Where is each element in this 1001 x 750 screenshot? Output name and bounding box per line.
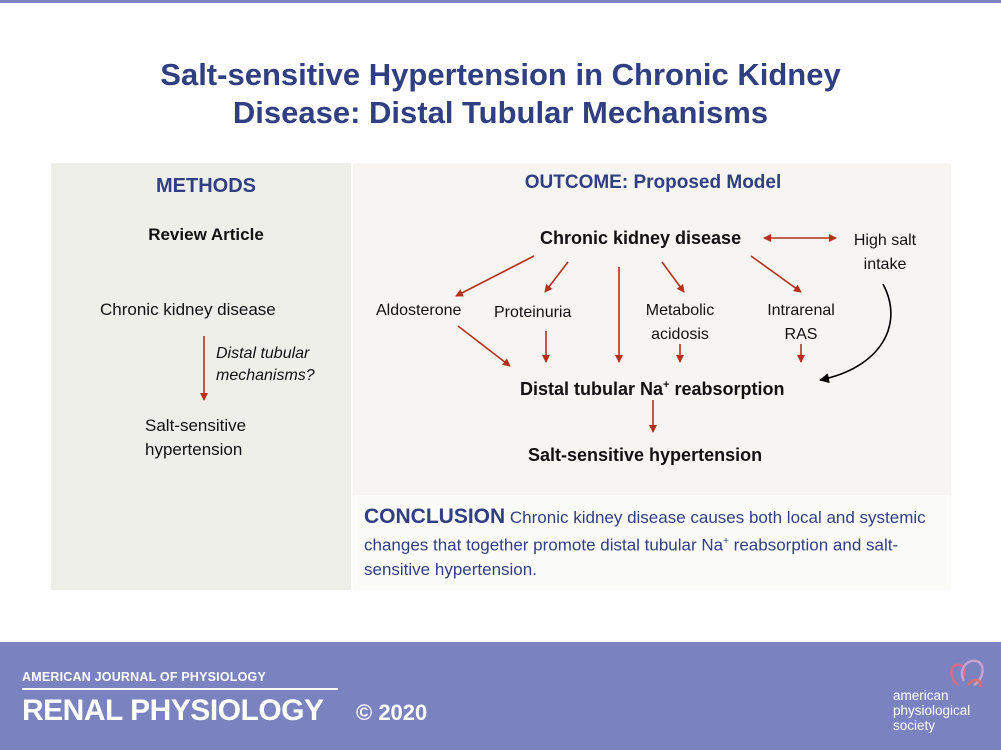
ckd-node: Chronic kidney disease <box>540 228 742 248</box>
article-type: Review Article <box>148 225 264 244</box>
high-salt-line-2: intake <box>863 256 907 273</box>
conclusion-text <box>364 505 939 582</box>
conclusion-heading: CONCLUSION <box>364 505 506 528</box>
metabolic-line-1: Metabolic <box>645 302 715 319</box>
methods-heading: METHODS <box>156 175 256 197</box>
conclusion-body-a: Chronic kidney disease causes both local and systemic changes that together promote distal tubular Na <box>364 508 926 555</box>
journal-rule <box>22 688 338 690</box>
ckd-aldosterone-arrow <box>456 256 534 296</box>
society-name <box>893 688 970 733</box>
conclusion-body-b: reabsorption and salt-sensitive hypertension. <box>364 535 899 579</box>
conclusion-sup: + <box>723 536 729 547</box>
high-salt-line-1: High salt <box>853 232 917 249</box>
title-line-1: Salt-sensitive Hypertension in Chronic Kidney <box>160 57 841 92</box>
outcome-heading: OUTCOME: Proposed Model <box>524 172 782 193</box>
society-line-2: physiological <box>893 703 971 718</box>
proteinuria-node: Proteinuria <box>494 304 572 321</box>
aldosterone-distal-arrow <box>458 326 510 366</box>
hypertension-node: Salt-sensitive hypertension <box>528 445 763 465</box>
salt-distal-curve <box>820 284 891 380</box>
journal-name: RENAL PHYSIOLOGY <box>22 694 324 727</box>
society-line-3: society <box>893 718 936 733</box>
ckd-metabolic-arrow <box>662 262 684 292</box>
ckd-intrarenal-arrow <box>751 256 801 292</box>
copyright-year: © 2020 <box>356 700 428 725</box>
distal-text: Distal tubular Na <box>520 379 664 399</box>
society-line-1: american <box>893 688 949 703</box>
distal-sup: + <box>663 379 670 391</box>
aldosterone-node: Aldosterone <box>376 302 462 319</box>
methods-outcome-line-1: Salt-sensitive <box>145 416 247 435</box>
journal-parent-name: AMERICAN JOURNAL OF PHYSIOLOGY <box>22 670 266 684</box>
intrarenal-line-1: Intrarenal <box>767 302 835 319</box>
metabolic-line-2: acidosis <box>651 326 709 343</box>
methods-outcome-line-2: hypertension <box>145 440 243 459</box>
title-line-2: Disease: Distal Tubular Mechanisms <box>232 95 769 130</box>
ckd-proteinuria-arrow <box>545 262 568 292</box>
methods-question-line-1: Distal tubular <box>216 345 310 362</box>
methods-question-line-2: mechanisms? <box>216 367 315 384</box>
methods-ckd: Chronic kidney disease <box>100 300 276 319</box>
distal-tail: reabsorption <box>669 379 785 399</box>
intrarenal-line-2: RAS <box>784 326 818 343</box>
